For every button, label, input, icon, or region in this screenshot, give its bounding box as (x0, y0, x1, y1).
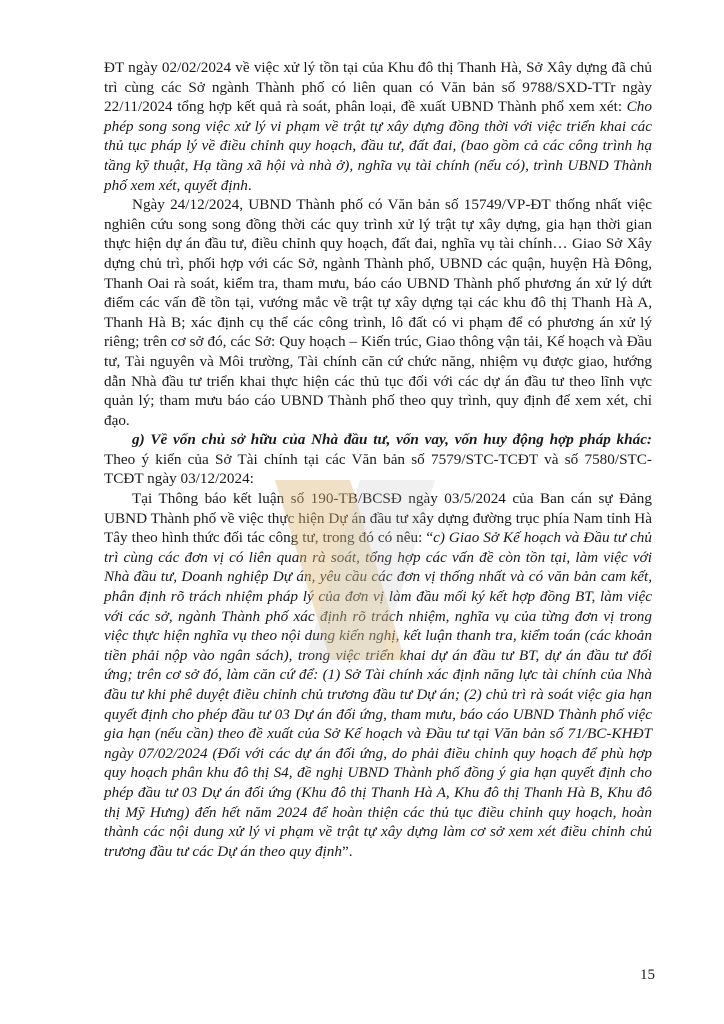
document-body (104, 58, 652, 861)
paragraph-4 (104, 489, 652, 861)
paragraph-4-text: Tại Thông báo kết luận số 190-TB/BCSĐ ngày 03/5/2024 của Ban cán sự Đảng UBND Thành phố về việc thực hiện Dự án đầu tư xây dựng đường trục phía Nam tỉnh Hà Tây theo hình thức đối tác công tư, trong đó có nêu: “ (104, 490, 652, 547)
paragraph-1 (104, 58, 652, 195)
paragraph-1-text: ĐT ngày 02/02/2024 về việc xử lý tồn tại của Khu đô thị Thanh Hà, Sở Xây dựng đã chủ trì cùng các Sở ngành Thành phố có liên quan có Văn bản số 9788/SXD-TTr ngày 22/11/2024 tổng hợp kết quả rà soát, phân loại, đề xuất UBND Thành phố xem xét: (104, 59, 652, 116)
section-g-heading: g) Về vốn chủ sở hữu của Nhà đầu tư, vốn vay, vốn huy động hợp pháp khác: (132, 431, 652, 449)
paragraph-2: Ngày 24/12/2024, UBND Thành phố có Văn bản số 15749/VP-ĐT thống nhất việc nghiên cứu song song đồng thời các quy trình xử lý trật tự xây dựng, gia hạn thời gian thực hiện dự án đầu tư, điều chỉnh quy hoạch, đất đai, nghĩa vụ tài chính… Giao Sở Xây dựng chủ trì, phối hợp với các Sở, ngành Thành phố, UBND các quận, huyện Hà Đông, Thanh Oai rà soát, kiểm tra, tham mưu, báo cáo UBND Thành phố phương án xử lý dứt điểm các vấn đề tồn tại, vướng mắc về trật tự xây dựng tại các khu đô thị Thanh Hà A, Thanh Hà B; xác định cụ thể các công trình, lô đất có vi phạm để có phương án xử lý riêng; trên cơ sở đó, các Sở: Quy hoạch – Kiến trúc, Giao thông vận tải, Kế hoạch và Đầu tư, Tài nguyên và Môi trường, Tài chính căn cứ chức năng, nhiệm vụ được giao, hướng dẫn Nhà đầu tư triển khai thực hiện các thủ tục đối với các dự án đầu tư theo lĩnh vực quản lý; tham mưu báo cáo UBND Thành phố theo quy trình, quy định để xem xét, chỉ đạo. (104, 196, 652, 429)
paragraph-4-quote: c) Giao Sở Kế hoạch và Đầu tư chủ trì cùng các đơn vị có liên quan rà soát, tổng hợp các vấn đề còn tồn tại, làm việc với Nhà đầu tư, Doanh nghiệp Dự án, yêu cầu các đơn vị thống nhất và có văn bản cam kết, phân định rõ trách nhiệm pháp lý của đơn vị làm đầu mối ký kết hợp đồng BT, làm việc với các sở, ngành Thành phố xác định rõ trách nhiệm, nghĩa vụ của từng đơn vị trong việc thực hiện nghĩa vụ theo nội dung kiến nghị, kết luận thanh tra, kiểm toán (các khoản tiền phải nộp vào ngân sách), trong việc triển khai dự án đầu tư BT, dự án đầu tư đối ứng; trên cơ sở đó, làm căn cứ để: (1) Sở Tài chính xác định năng lực tài chính của Nhà đầu tư khi phê duyệt điều chỉnh chủ trương đầu tư Dự án; (2) chủ trì rà soát việc gia hạn quyết định cho phép đầu tư 03 Dự án đối ứng, tham mưu, báo cáo UBND Thành phố việc gia hạn (nếu cần) theo đề xuất của Sở Kế hoạch và Đầu tư tại Văn bản số 71/BC-KHĐT ngày 07/02/2024 (Đối với các dự án đối ứng, do phải điều chỉnh quy hoạch để phù hợp quy hoạch phân khu đô thị S4, đề nghị UBND Thành phố đồng ý gia hạn quyết định cho phép đầu tư 03 Dự án đối ứng (Khu đô thị Thanh Hà A, Khu đô thị Thanh Hà B, Khu đô thị Mỹ Hưng) đến hết năm 2024 để hoàn thiện các thủ tục điều chỉnh quy hoạch, hoàn thành các nội dung xử lý vi phạm về trật tự xây dựng làm cơ sở xem xét điều chỉnh chủ trương đầu tư các Dự án theo quy định (104, 529, 652, 860)
paragraph-1-italic: Cho phép song song việc xử lý vi phạm về trật tự xây dựng đồng thời với việc triển khai các thủ tục pháp lý về điều chỉnh quy hoạch, đầu tư, đất đai, (bao gồm cả các công trình hạ tầng kỹ thuật, Hạ tầng xã hội và nhà ở), nghĩa vụ tài chính (nếu có), trình UBND Thành phố xem xét, quyết định (104, 98, 652, 194)
section-g-intro: Theo ý kiến của Sở Tài chính tại các Văn bản số 7579/STC-TCĐT và số 7580/STC-TCĐT ngày 03/12/2024: (104, 450, 652, 488)
paragraph-1-end: . (247, 176, 252, 194)
section-g (104, 430, 652, 489)
page-number: 15 (640, 967, 655, 983)
paragraph-4-end: ”. (341, 842, 353, 860)
